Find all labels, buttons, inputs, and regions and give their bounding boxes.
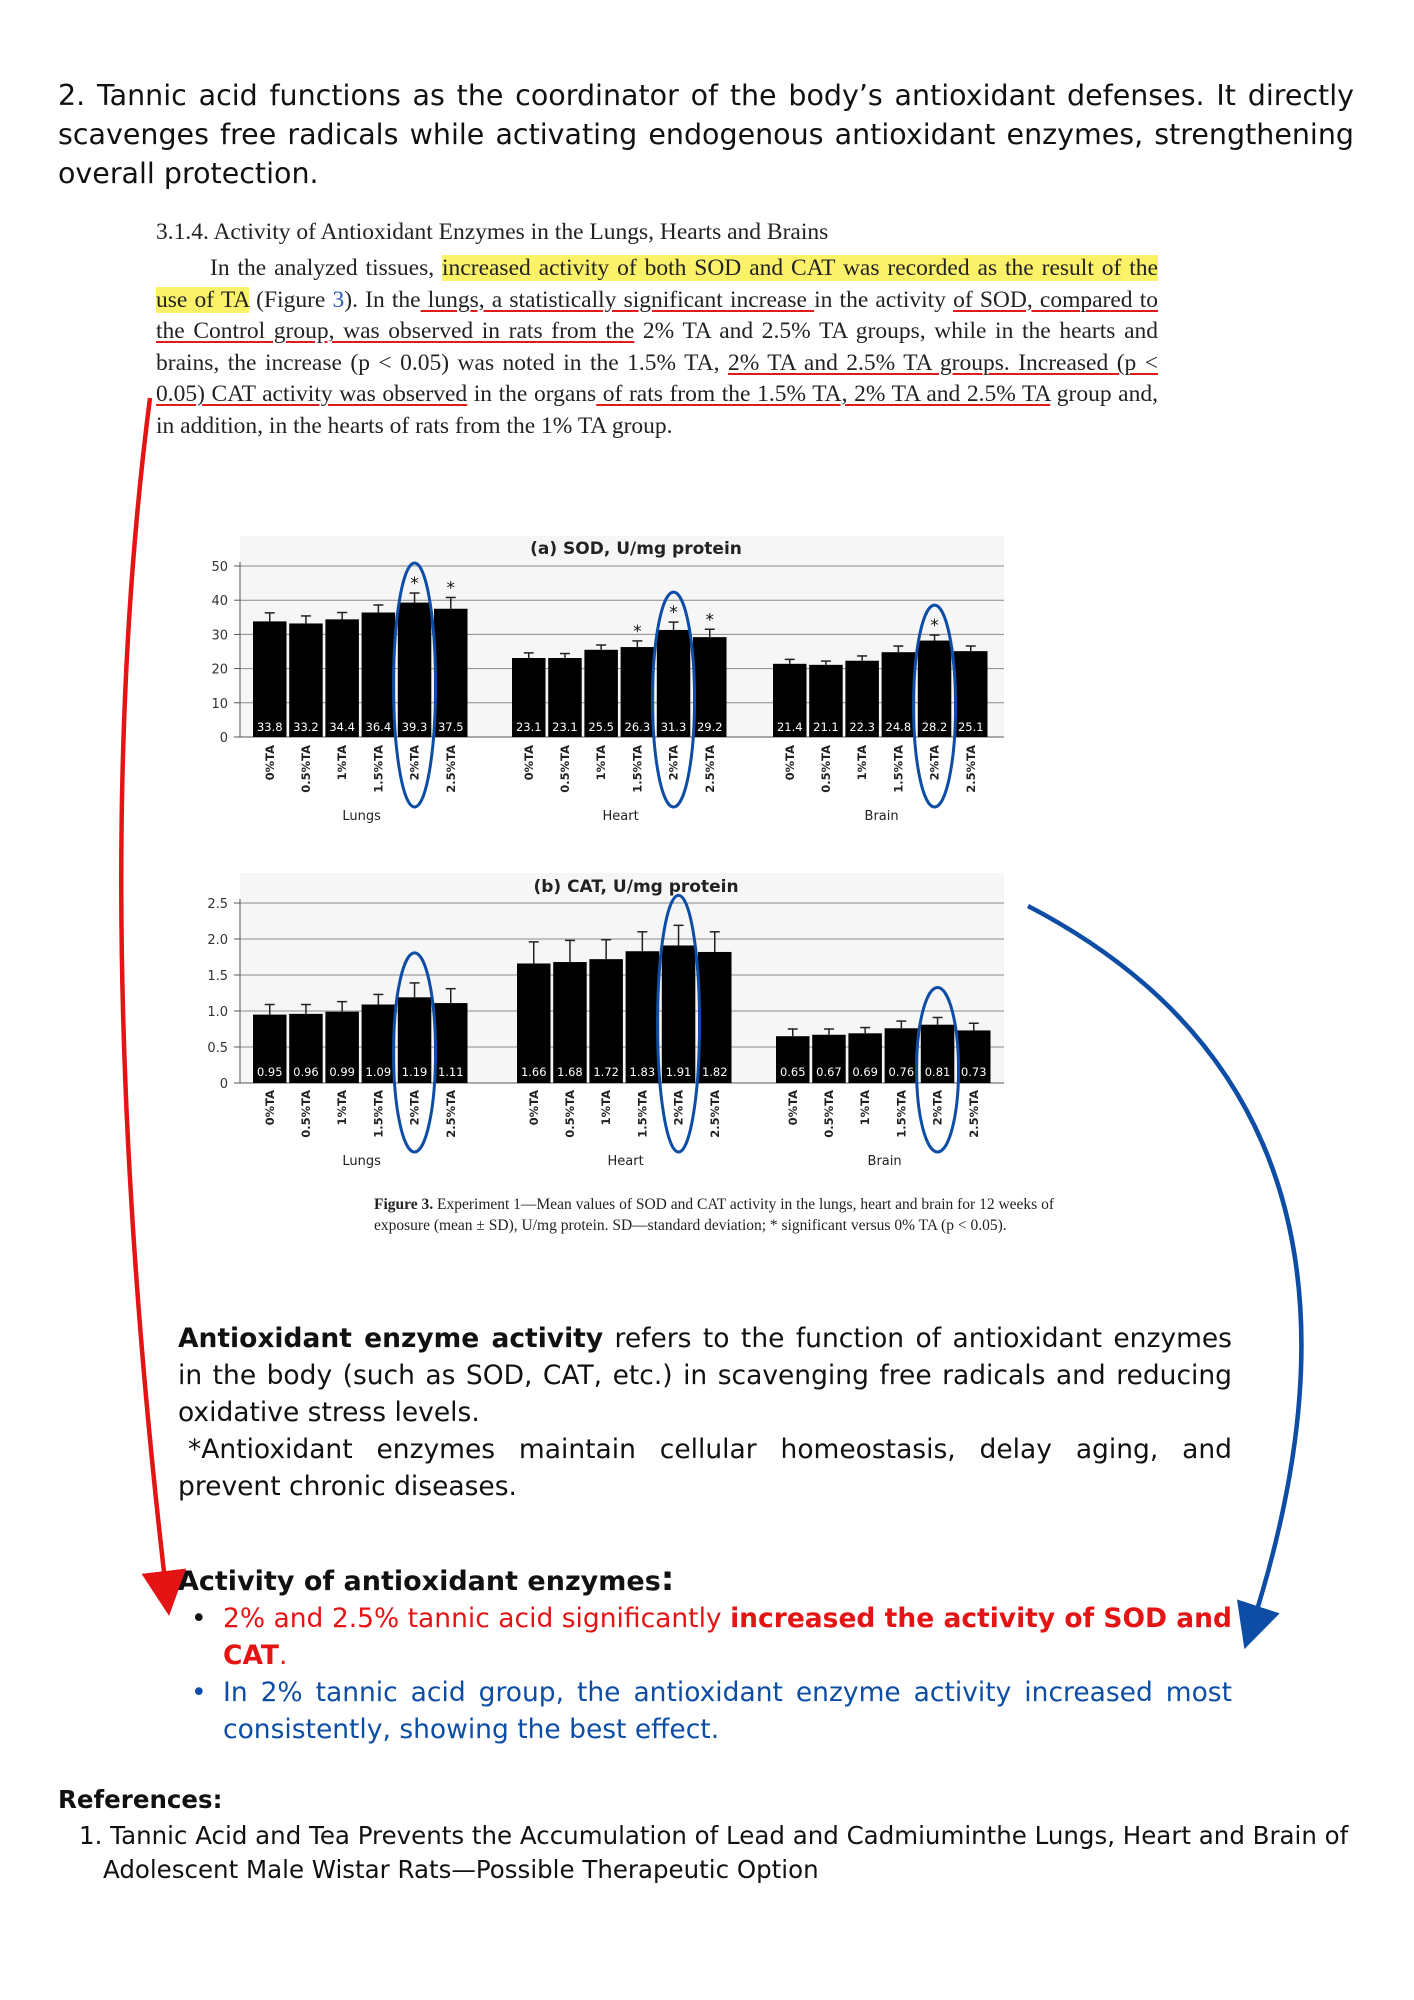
bar-value-label: 39.3	[401, 720, 428, 734]
category-label: 2.5%TA	[707, 1090, 722, 1138]
group-label: Heart	[602, 809, 639, 824]
group-label: Brain	[867, 1154, 902, 1169]
category-label: 0%TA	[782, 745, 797, 781]
category-label: 0%TA	[526, 1090, 541, 1126]
activity-heading-text: Activity of antioxidant enzymes	[178, 1566, 661, 1597]
para-text: in the activity	[814, 286, 954, 313]
category-label: 0.5%TA	[298, 1090, 313, 1138]
bar-value-label: 25.5	[588, 720, 614, 734]
caption-label: Figure 3.	[374, 1196, 434, 1213]
bar	[434, 609, 468, 737]
summary-notes	[178, 1320, 1232, 1748]
category-label: 1.5%TA	[371, 1090, 386, 1138]
category-label: 2.5%TA	[443, 1090, 458, 1138]
category-label: 2%TA	[671, 1090, 686, 1126]
bar-value-label: 23.1	[515, 720, 542, 734]
category-label: 2%TA	[930, 1090, 945, 1126]
category-label: 1.5%TA	[630, 745, 645, 793]
bar-value-label: 0.67	[816, 1065, 842, 1079]
bullet-icon: •	[191, 1603, 207, 1634]
bar	[698, 952, 732, 1083]
bullet-bold-text: increased the activity of SOD and CAT	[223, 1603, 1232, 1671]
category-label: 0.5%TA	[298, 745, 313, 793]
para-text: In the analyzed tissues,	[210, 255, 443, 281]
group-label: Heart	[607, 1154, 644, 1169]
red-annotation-arrow	[121, 398, 167, 1598]
category-label: 1.5%TA	[371, 745, 386, 793]
category-label: 0.5%TA	[818, 745, 833, 793]
section-heading: 3.1.4. Activity of Antioxidant Enzymes in the Lungs, Hearts and Brains	[156, 219, 829, 245]
y-tick-label: 2.5	[207, 897, 228, 912]
significance-star: *	[669, 603, 678, 624]
bullet-text: 2% and 2.5% tannic acid significantly	[223, 1603, 731, 1634]
para-text: ). In the	[344, 286, 421, 313]
reference-item: 1. Tannic Acid and Tea Prevents the Accumulation of Lead and Cadmiuminthe Lungs, Heart and Brain of Adolescent Male Wistar Rats—Possible Therapeutic Option	[79, 1821, 1349, 1884]
category-label: 1.5%TA	[635, 1090, 650, 1138]
para-text: 2% TA and 2.5% TA groups, while in the hearts and brains, the increase (p < 0.05) was noted in the 1.5% TA,	[156, 318, 1158, 376]
chart-title: (b) CAT, U/mg protein	[533, 877, 739, 897]
category-label: 2%TA	[666, 745, 681, 781]
activity-heading	[178, 1561, 1232, 1600]
y-tick-label: 20	[211, 662, 228, 678]
underlined-text: of SOD, compared to the Control group, was observed in rats from the	[156, 286, 1159, 344]
category-label: 1.5%TA	[894, 1090, 909, 1138]
category-label: 1%TA	[335, 1090, 350, 1126]
bar-value-label: 0.99	[329, 1065, 355, 1079]
para-text: (Figure	[248, 286, 333, 313]
y-tick-label: 2.0	[207, 933, 228, 948]
bar-value-label: 33.8	[256, 720, 283, 734]
category-label: 2.5%TA	[966, 1090, 981, 1138]
bar-value-label: 34.4	[329, 720, 355, 734]
bar	[626, 951, 660, 1083]
bar-value-label: 36.4	[365, 720, 392, 734]
para-text: in the organs	[467, 381, 597, 407]
category-label: 2.5%TA	[702, 745, 717, 793]
category-label: 0.5%TA	[557, 745, 572, 793]
bar-value-label: 0.65	[779, 1065, 806, 1079]
note-paragraph: *Antioxidant enzymes maintain cellular homeostasis, delay aging, and prevent chronic diseases.	[178, 1434, 1232, 1502]
category-label: 1%TA	[594, 745, 609, 781]
bar-value-label: 23.1	[552, 720, 578, 734]
bar-value-label: 33.2	[293, 720, 319, 734]
category-label: 1%TA	[858, 1090, 873, 1126]
underlined-text: of rats from the 1.5% TA, 2% TA and 2.5% TA	[596, 381, 1051, 407]
bullet-text: In 2% tannic acid group, the antioxidant enzyme activity increased most consistently, showing the best effect.	[223, 1677, 1232, 1745]
intro-paragraph: 2. Tannic acid functions as the coordinator of the body’s antioxidant defenses. It directly scavenges free radicals while activating endogenous antioxidant enzymes, strengthening overall protection.	[58, 79, 1354, 190]
category-label: 2%TA	[407, 745, 422, 781]
bar-value-label: 28.2	[921, 720, 948, 734]
bullet-icon: •	[191, 1677, 207, 1708]
group-label: Lungs	[342, 809, 381, 824]
definition-term: Antioxidant enzyme activity	[178, 1323, 604, 1354]
activity-heading-colon: :	[660, 1559, 675, 1599]
bar-value-label: 31.3	[660, 720, 687, 734]
cat-chart-panel	[207, 873, 1004, 1169]
bar-value-label: 29.2	[696, 720, 723, 734]
group-label: Lungs	[342, 1154, 381, 1169]
list-item	[178, 1674, 1232, 1748]
category-label: 2%TA	[927, 745, 942, 781]
underlined-text: 2% TA and 2.5% TA groups. Increased (p < 0.05) CAT activity was observed	[156, 349, 1158, 407]
y-tick-label: 1.5	[207, 969, 228, 984]
category-label: 0%TA	[785, 1090, 800, 1126]
bar-value-label: 0.81	[924, 1065, 951, 1079]
bar-value-label: 1.11	[437, 1065, 464, 1079]
y-tick-label: 40	[211, 594, 228, 610]
category-label: 2%TA	[407, 1090, 422, 1126]
para-text: group and, in addition, in the hearts of rats from the 1% TA group.	[156, 381, 1158, 439]
bar-value-label: 21.1	[813, 720, 839, 734]
category-label: 1%TA	[335, 745, 350, 781]
category-label: 0.5%TA	[821, 1090, 836, 1138]
category-label: 0.5%TA	[562, 1090, 577, 1138]
bar-value-label: 0.73	[960, 1065, 987, 1079]
bar-value-label: 1.82	[701, 1065, 728, 1079]
chart-title: (a) SOD, U/mg protein	[530, 539, 742, 559]
figure-link[interactable]: 3	[332, 286, 345, 313]
highlighted-finding: increased activity of both SOD and CAT was recorded as the result of the use of TA	[156, 255, 1158, 313]
conclusion-list	[178, 1600, 1232, 1748]
definition-text: refers to the function of antioxidant enzymes in the body (such as SOD, CAT, etc.) in scavenging free radicals and reducing oxidative stress levels.	[178, 1323, 1232, 1428]
bar-value-label: 22.3	[849, 720, 875, 734]
y-tick-label: 0	[219, 1077, 228, 1092]
bar-value-label: 0.96	[293, 1065, 319, 1079]
bar-value-label: 25.1	[957, 720, 984, 734]
y-tick-label: 1.0	[207, 1005, 228, 1020]
bar-value-label: 1.68	[557, 1065, 583, 1079]
references-title: References:	[58, 1785, 223, 1814]
y-tick-label: 50	[211, 560, 228, 575]
group-label: Brain	[864, 809, 899, 824]
category-label: 2.5%TA	[443, 745, 458, 793]
bullet-text-end: .	[278, 1640, 288, 1671]
category-label: 2.5%TA	[963, 745, 978, 793]
category-label: 1.5%TA	[891, 745, 906, 793]
figure-caption	[374, 1194, 1102, 1236]
category-label: 0%TA	[262, 1090, 277, 1126]
references-section	[58, 1783, 1378, 1887]
caption-text: Experiment 1—Mean values of SOD and CAT activity in the lungs, heart and brain for 12 weeks of exposure (mean ± SD), U/mg protein. SD—standard deviation; * significant versus 0% TA (p < 0.05).	[374, 1196, 1054, 1234]
definition-paragraph	[178, 1320, 1232, 1431]
bar-value-label: 1.66	[520, 1065, 547, 1079]
bar-value-label: 37.5	[437, 720, 464, 734]
bar	[362, 613, 396, 737]
bar	[398, 603, 432, 737]
bar-value-label: 26.3	[624, 720, 651, 734]
y-tick-label: 30	[211, 628, 228, 644]
bar-value-label: 21.4	[776, 720, 803, 734]
bar	[662, 945, 696, 1083]
category-label: 0%TA	[521, 745, 536, 781]
bar-value-label: 1.19	[401, 1065, 428, 1079]
bar-value-label: 0.76	[888, 1065, 915, 1079]
significance-star: *	[930, 616, 939, 637]
underlined-text: lungs, a statistically significant increase	[420, 286, 815, 313]
bar-value-label: 24.8	[885, 720, 912, 734]
y-tick-label: 0	[219, 731, 228, 746]
significance-star: *	[446, 578, 455, 599]
category-label: 0%TA	[262, 745, 277, 781]
bar-value-label: 0.69	[852, 1065, 878, 1079]
category-label: 1%TA	[855, 745, 870, 781]
bar-value-label: 1.72	[593, 1065, 619, 1079]
sod-chart-panel	[211, 536, 1004, 824]
bar-value-label: 1.91	[665, 1065, 692, 1079]
category-label: 1%TA	[599, 1090, 614, 1126]
significance-star: *	[410, 574, 419, 595]
y-tick-label: 10	[211, 696, 228, 712]
bar-value-label: 0.95	[256, 1065, 283, 1079]
y-tick-label: 0.5	[207, 1041, 228, 1056]
significance-star: *	[633, 621, 642, 642]
bar-value-label: 1.83	[629, 1065, 656, 1079]
significance-star: *	[705, 610, 714, 631]
bar-value-label: 1.09	[365, 1065, 392, 1079]
list-item	[178, 1600, 1232, 1674]
